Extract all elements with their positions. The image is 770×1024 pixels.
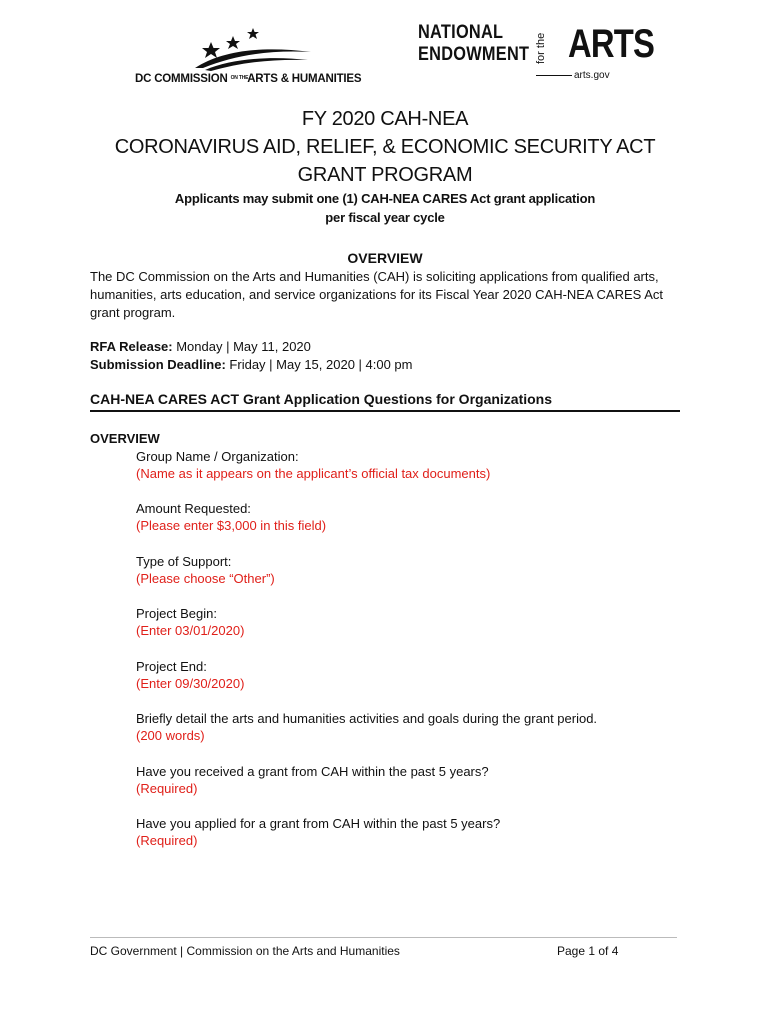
title-line3: GRANT PROGRAM — [297, 164, 473, 186]
dc-logo-text-small: ON THE — [230, 75, 249, 82]
question-label: Type of Support: — [136, 554, 232, 569]
subtitle-line2: per fiscal year cycle — [325, 210, 445, 225]
question-label: Amount Requested: — [136, 501, 251, 516]
nea-rule — [536, 75, 572, 76]
question-item — [136, 553, 275, 587]
question-hint: (Required) — [136, 781, 198, 796]
question-label: Project End: — [136, 659, 207, 674]
question-label: Group Name / Organization: — [136, 449, 299, 464]
submission-deadline-line — [90, 357, 413, 372]
dc-commission-logo — [135, 18, 370, 88]
nea-arts: ARTS — [568, 22, 655, 66]
footer-organization: DC Government | Commission on the Arts and Humanities — [90, 944, 400, 958]
question-hint: (Enter 09/30/2020) — [136, 676, 245, 691]
question-item — [136, 448, 490, 482]
nea-line1: NATIONAL — [418, 22, 504, 43]
question-hint: (Please enter $3,000 in this field) — [136, 518, 327, 533]
question-item — [136, 763, 489, 797]
question-label: Briefly detail the arts and humanities activities and goals during the grant period. — [136, 711, 598, 726]
questions-section-heading: CAH-NEA CARES ACT Grant Application Questions for Organizations — [90, 391, 553, 407]
overview-paragraph: The DC Commission on the Arts and Humanities (CAH) is soliciting applications from qualified arts, humanities, arts education, and service organizations for its Fiscal Year 2020 CAH-NEA CARES Act grant program. — [90, 269, 664, 320]
nea-site: arts.gov — [574, 70, 610, 81]
question-hint: (Please choose “Other”) — [136, 571, 275, 586]
question-hint: (Name as it appears on the applicant’s official tax documents) — [136, 466, 491, 481]
section-divider — [90, 410, 680, 412]
question-item — [136, 500, 326, 534]
rfa-release-line — [90, 339, 311, 354]
nea-for-the: for the — [535, 32, 547, 64]
dc-logo-text-right: ARTS & HUMANITIES — [247, 73, 362, 85]
question-hint: (200 words) — [136, 728, 205, 743]
dc-commission-wordmark — [135, 73, 361, 85]
footer-divider — [90, 937, 677, 938]
questions-overview-subheading: OVERVIEW — [90, 431, 160, 446]
nea-logo — [418, 22, 655, 88]
rfa-value: Monday | May 11, 2020 — [172, 339, 311, 354]
question-hint: (Enter 03/01/2020) — [136, 623, 245, 638]
subtitle-line1: Applicants may submit one (1) CAH-NEA CARES Act grant application — [174, 191, 596, 206]
rfa-label: RFA Release: — [90, 339, 173, 354]
title-line2: CORONAVIRUS AID, RELIEF, & ECONOMIC SECURITY ACT — [114, 136, 656, 158]
page-number: Page 1 of 4 — [557, 944, 619, 958]
question-item — [136, 815, 500, 849]
question-item — [136, 605, 244, 639]
nea-line2: ENDOWMENT — [418, 44, 530, 65]
overview-heading: OVERVIEW — [347, 250, 423, 266]
question-label: Project Begin: — [136, 606, 217, 621]
deadline-value: Friday | May 15, 2020 | 4:00 pm — [225, 357, 413, 372]
question-label: Have you received a grant from CAH within the past 5 years? — [136, 764, 489, 779]
dc-logo-text-left: DC COMMISSION — [135, 73, 228, 85]
question-hint: (Required) — [136, 833, 198, 848]
question-item — [136, 658, 244, 692]
title-line1: FY 2020 CAH-NEA — [301, 108, 469, 130]
deadline-label: Submission Deadline: — [90, 357, 226, 372]
question-label: Have you applied for a grant from CAH within the past 5 years? — [136, 816, 501, 831]
question-item — [136, 710, 597, 744]
stars-swoosh-icon — [193, 24, 313, 72]
